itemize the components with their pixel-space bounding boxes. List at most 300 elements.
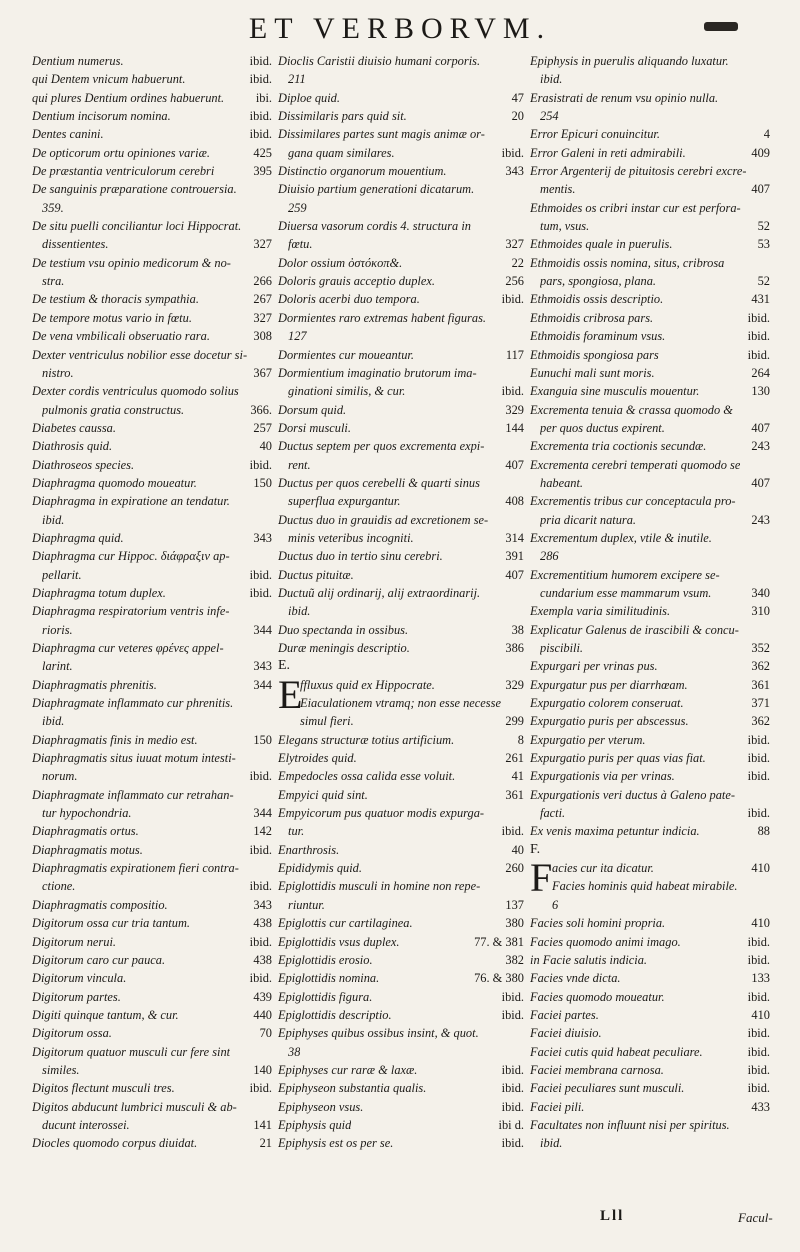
entry-text: Faciei cutis quid habeat peculiare. [530,1044,703,1059]
index-entry [530,1079,770,1097]
page-ref: 380 [505,916,524,931]
index-entry [530,988,770,1006]
entry-text: dissentientes. [42,237,109,252]
page-ref: ibid. [249,1081,272,1096]
entry-text: De situ puelli conciliantur loci Hippocrat. [32,219,242,234]
page-ref: 343 [253,659,272,674]
entry-text: Excrementum duplex, vtile & inutile. [530,530,712,545]
index-entry [32,1043,272,1061]
page-ref: 52 [757,274,770,289]
page-ref: 53 [757,237,770,252]
entry-text: minis veteribus incogniti. [288,530,414,545]
section-letter [530,841,770,859]
entry-text: larint. [42,659,73,674]
index-entry [530,492,770,510]
entry-text: Expurgatio colorem conseruat. [530,696,684,711]
index-entry [32,437,272,455]
index-entry [278,731,524,749]
index-entry [32,272,272,290]
page-ref: 144 [505,420,524,435]
page-ref: 299 [505,714,524,729]
page-ref: 117 [505,347,524,362]
index-entry [32,1134,272,1152]
index-entry [278,474,524,492]
entry-text: Facies soli homini propria. [530,916,666,931]
index-entry [278,584,524,602]
entry-text: Dorsum quid. [278,402,347,417]
index-entry [32,511,272,529]
entry-text: Diathrosis quid. [32,439,113,454]
page-ref: 344 [253,806,272,821]
index-entry [278,988,524,1006]
page-ref: 407 [505,457,524,472]
entry-text: Epiglottidis nomina. [278,971,380,986]
page-ref: 256 [505,274,524,289]
entry-text: Excrementitium humorem excipere se- [530,567,720,582]
entry-text: Faciei partes. [530,1007,599,1022]
entry-text: Diaphragma quomodo moueatur. [32,475,197,490]
entry-text: Expurgatio per vterum. [530,732,646,747]
entry-text: Ethmoidis foraminum vsus. [530,329,666,344]
page-ref: 257 [253,420,272,435]
index-entry [32,199,272,217]
entry-text: Epiglottis cur cartilaginea. [278,916,413,931]
entry-text: Diuersa vasorum cordis 4. structura in [278,219,471,234]
entry-text: Diaphragmatis ortus. [32,824,139,839]
index-entry [32,235,272,253]
index-entry [278,70,524,88]
entry-text: Diaphragmate inflammato cur retrahan- [32,787,234,802]
index-entry [530,914,770,932]
index-entry [278,933,524,951]
index-entry [278,437,524,455]
index-entry [530,822,770,840]
page-ref: 267 [253,292,272,307]
page-ref: 327 [505,237,524,252]
index-entry [278,859,524,877]
index-entry [530,382,770,400]
index-entry [278,327,524,345]
page-ref: 38 [511,622,524,637]
entry-text: Elytroides quid. [278,751,357,766]
drop-cap: F [530,855,553,901]
entry-text: Expurgatur pus per diarrhœam. [530,677,688,692]
page-ref: 410 [751,861,770,876]
entry-text: mentis. [540,182,576,197]
entry-text: Dormientium imaginatio brutorum ima- [278,365,477,380]
index-entry [32,859,272,877]
index-entry [32,1098,272,1116]
entry-text: Digitorum vincula. [32,971,127,986]
entry-text: De præstantia ventriculorum cerebri [32,164,215,179]
index-entry [278,1043,524,1061]
page-ref: ibid. [249,769,272,784]
index-entry [530,1043,770,1061]
page-ref: 47 [511,90,524,105]
index-entry [278,566,524,584]
index-entry [32,877,272,895]
index-entry [32,988,272,1006]
index-entry [32,254,272,272]
entry-text: Dexter ventriculus nobilior esse docetur si- [32,347,248,362]
entry-text: Empyici quid sint. [278,787,368,802]
entry-text: Digitorum nerui. [32,934,116,949]
index-entry [32,767,272,785]
page-ref: 142 [253,824,272,839]
page-ref: 408 [505,494,524,509]
index-entry [530,180,770,198]
page-ref: ibid. [747,934,770,949]
index-entry [278,419,524,437]
entry-text: Ethmoidis spongiosa pars [530,347,659,362]
page-ref: 266 [253,274,272,289]
index-entry [278,309,524,327]
running-head: ET VERBORVM. [248,12,552,45]
index-entry [530,602,770,620]
index-entry [530,1098,770,1116]
page-ref: 130 [751,384,770,399]
index-entry [278,1079,524,1097]
index-entry [278,364,524,382]
entry-text: Facies quomodo animi imago. [530,934,681,949]
entry-text: gana quam similares. [288,145,395,160]
entry-text: 254 [540,109,559,124]
index-entry [530,144,770,162]
index-entry [278,639,524,657]
entry-text: Diaphragmatis phrenitis. [32,677,157,692]
entry-text: Expurgatio puris per quas vias fiat. [530,751,706,766]
page-ref: ibid. [501,1081,524,1096]
entry-text: Ductus duo in tertio sinu cerebri. [278,549,443,564]
entry-text: Diathroseos species. [32,457,135,472]
page-ref: ibid. [249,971,272,986]
entry-text: ducunt interossei. [42,1117,130,1132]
entry-text: rioris. [42,622,73,637]
entry-text: pria dicarit natura. [540,512,637,527]
entry-text: ibid. [42,714,65,729]
index-entry [530,621,770,639]
index-entry [32,933,272,951]
index-entry [530,969,770,987]
entry-text: Ethmoidis cribrosa pars. [530,310,654,325]
page-ref: ibid. [747,952,770,967]
entry-text: ibid. [540,1136,563,1151]
entry-text: Faciei membrana carnosa. [530,1062,664,1077]
entry-text: Epiphyses quibus ossibus insint, & quot. [278,1026,479,1041]
page-ref: 361 [751,677,770,692]
page-ref: 76. & 380 [474,971,524,986]
page-ref: ibid. [249,934,272,949]
entry-text: Faciei pili. [530,1099,585,1114]
catchword: Facul- [738,1210,773,1225]
index-entry [278,1134,524,1152]
page-ref: 382 [505,952,524,967]
index-entry [278,1006,524,1024]
index-entry [32,676,272,694]
page-ref: 150 [253,475,272,490]
entry-text: Epididymis quid. [278,861,362,876]
entry-text: Diaphragma in expiratione an tendatur. [32,494,230,509]
entry-text: Epiphysis est os per se. [278,1136,394,1151]
index-entry [32,89,272,107]
entry-text: per quos ductus expirent. [540,420,665,435]
index-entry [32,327,272,345]
entry-text: 38 [288,1044,301,1059]
entry-text: Excrementa cerebri temperati quomodo se [530,457,741,472]
index-entry [530,639,770,657]
entry-text: Facies vnde dicta. [530,971,621,986]
ink-blot [704,22,738,31]
page-ref: 367 [253,365,272,380]
page-ref: ibid. [501,1136,524,1151]
index-entry [32,602,272,620]
index-entry [530,749,770,767]
index-entry [530,951,770,969]
entry-text: De sanguinis præparatione controuersia. [32,182,237,197]
page-ref: ibid. [249,54,272,68]
index-entry [32,1079,272,1097]
index-entry [530,364,770,382]
page-ref: 391 [505,549,524,564]
entry-text: Diaphragmatis finis in medio est. [32,732,198,747]
index-entry [32,52,272,70]
entry-text: Dissimilaris pars quid sit. [278,109,407,124]
index-entry [278,822,524,840]
entry-text: Ductus pituitæ. [278,567,354,582]
entry-text: rent. [288,457,311,472]
index-entry [32,566,272,584]
page-ref: ibid. [249,567,272,582]
entry-text: superflua expurgantur. [288,494,401,509]
entry-text: Doloris grauis acceptio duplex. [278,274,435,289]
entry-text: Faciei diuisio. [530,1026,602,1041]
entry-text: Dorsi musculi. [278,420,351,435]
entry-text: Distinctio organorum mouentium. [278,164,447,179]
signature-mark: Lll [600,1208,625,1224]
page-ref: 395 [253,164,272,179]
index-entry [32,969,272,987]
entry-text: Epiphyses cur raræ & laxæ. [278,1062,418,1077]
page-ref: 70 [259,1026,272,1041]
index-entry [278,125,524,143]
entry-text: Dormientes cur moueantur. [278,347,414,362]
page-ref: 20 [511,109,524,124]
page-ref: 409 [751,145,770,160]
page-ref: 407 [751,475,770,490]
section-letter-text: F. [530,841,541,857]
entry-text: Duo spectanda in ossibus. [278,622,409,637]
entry-text: tur hypochondria. [42,806,132,821]
entry-text: Diabetes caussa. [32,420,116,435]
index-entry [530,1061,770,1079]
page-ref: ibid. [501,292,524,307]
index-entry [32,896,272,914]
page-ref: ibid. [501,145,524,160]
page-ref: 150 [253,732,272,747]
index-entry [32,804,272,822]
index-entry [278,877,524,895]
entry-text: Dentium numerus. [32,54,124,68]
index-entry [32,841,272,859]
page-ref: 22 [511,255,524,270]
page-ref: 40 [511,842,524,857]
entry-text: Ductus septem per quos excrementa expi- [278,439,485,454]
index-entry [278,1098,524,1116]
entry-text: riuntur. [288,897,325,912]
index-entry [32,474,272,492]
entry-text: 6 [552,897,559,912]
index-entry [278,712,524,730]
entry-text: Eunuchi mali sunt moris. [530,365,655,380]
entry-text: norum. [42,769,78,784]
index-entry [530,731,770,749]
index-entry [278,180,524,198]
entry-text: ibid. [288,604,311,619]
index-entry [278,694,524,712]
entry-text: De vena vmbilicali obseruatio rara. [32,329,210,344]
index-entry [278,969,524,987]
page-ref: ibid. [747,310,770,325]
page-ref: 21 [259,1136,272,1151]
entry-text: Elegans structuræ totius artificium. [278,732,455,747]
index-entry [530,584,770,602]
page-ref: 438 [253,952,272,967]
index-entry [32,492,272,510]
page-ref: 344 [253,677,272,692]
page-ref: ibid. [747,347,770,362]
page-ref: ibid. [747,806,770,821]
page-ref: 340 [751,585,770,600]
index-entry [32,1061,272,1079]
index-entry [530,1024,770,1042]
entry-text: Explicatur Galenus de irascibili & concu- [530,622,739,637]
page-ref: 433 [751,1099,770,1114]
index-entry [530,70,770,88]
entry-text: ffluxus quid ex Hippocrate. [300,677,435,692]
entry-text: tur. [288,824,305,839]
page-ref: ibi d. [498,1117,524,1132]
page-ref: 343 [253,530,272,545]
page-ref: ibid. [747,1044,770,1059]
entry-text: Digitorum caro cur pauca. [32,952,166,967]
entry-text: Epiglottidis erosio. [278,952,373,967]
entry-text: ibid. [540,72,563,87]
entry-text: De testium & thoracis sympathia. [32,292,199,307]
entry-text: piscibili. [540,641,584,655]
index-entry [530,804,770,822]
page-ref: 371 [751,696,770,711]
index-entry [278,290,524,308]
page-ref: 440 [253,1007,272,1022]
entry-text: Diuisio partium generationi dicatarum. [278,182,475,197]
index-entry [278,951,524,969]
index-entry [278,107,524,125]
entry-text: Epiglottidis descriptio. [278,1007,392,1022]
entry-text: Diaphragma totum duplex. [32,585,166,600]
index-entry [32,290,272,308]
entry-text: Empyicorum pus quatuor modis expurga- [278,806,485,821]
index-entry [32,107,272,125]
index-entry [530,272,770,290]
index-entry [32,914,272,932]
entry-text: Epiglottidis figura. [278,989,373,1004]
entry-text: fœtu. [288,237,313,252]
entry-text: Diaphragma cur veteres φρένες appel- [32,641,224,655]
index-entry [32,694,272,712]
index-entry [530,309,770,327]
index-entry [278,346,524,364]
entry-text: qui Dentem vnicum habuerunt. [32,72,186,87]
entry-text: Diaphragmatis motus. [32,842,143,857]
entry-text: Facies quomodo moueatur. [530,989,665,1004]
entry-text: Empedocles ossa calida esse voluit. [278,769,456,784]
entry-text: Dormientes raro extremas habent figuras. [278,310,486,325]
entry-text: Ethmoidis ossis nomina, situs, cribrosa [530,255,725,270]
index-entry [32,731,272,749]
page-ref: ibid. [747,1026,770,1041]
entry-text: Diaphragmatis expirationem fieri contra- [32,861,239,876]
entry-text: 286 [540,549,559,564]
index-entry [32,419,272,437]
page-ref: 343 [505,164,524,179]
page-ref: ibid. [249,127,272,142]
entry-text: cundarium esse mammarum vsum. [540,585,712,600]
entry-text: habeant. [540,475,584,490]
entry-text: similes. [42,1062,80,1077]
index-entry [32,382,272,400]
page-ref: ibid. [501,384,524,399]
index-entry [278,52,524,70]
page-ref: 243 [751,439,770,454]
page-ref: 439 [253,989,272,1004]
entry-text: Error Epicuri conuincitur. [530,127,660,142]
page-ref: ibid. [249,879,272,894]
index-entry [530,419,770,437]
page-ref: ibid. [501,1099,524,1114]
entry-text: Ex venis maxima petuntur indicia. [530,824,700,839]
index-entry [530,566,770,584]
index-entry [32,364,272,382]
section-letter [278,657,524,675]
page-ref: 133 [751,971,770,986]
index-entry [278,254,524,272]
index-entry [278,786,524,804]
entry-text: in Facie salutis indicia. [530,952,648,967]
page-ref: ibid. [747,751,770,766]
index-entry [530,547,770,565]
index-entry [530,217,770,235]
index-entry [32,144,272,162]
entry-text: Duræ meningis descriptio. [278,641,410,655]
entry-text: Expurgari per vrinas pus. [530,659,658,674]
entry-text: Facies hominis quid habeat mirabile. [552,879,738,894]
entry-text: Doloris acerbi duo tempora. [278,292,420,307]
entry-text: Digitorum partes. [32,989,121,1004]
entry-text: ibid. [42,512,65,527]
index-entry [530,676,770,694]
index-entry [278,235,524,253]
index-entry [530,767,770,785]
index-entry [278,602,524,620]
page-ref: ibid. [747,1081,770,1096]
index-entry [530,125,770,143]
entry-text: Ductus duo in grauidis ad excretionem se- [278,512,489,527]
index-entry [530,162,770,180]
page-ref: 343 [253,897,272,912]
index-entry [32,547,272,565]
page-ref: 344 [253,622,272,637]
page-ref: 88 [757,824,770,839]
